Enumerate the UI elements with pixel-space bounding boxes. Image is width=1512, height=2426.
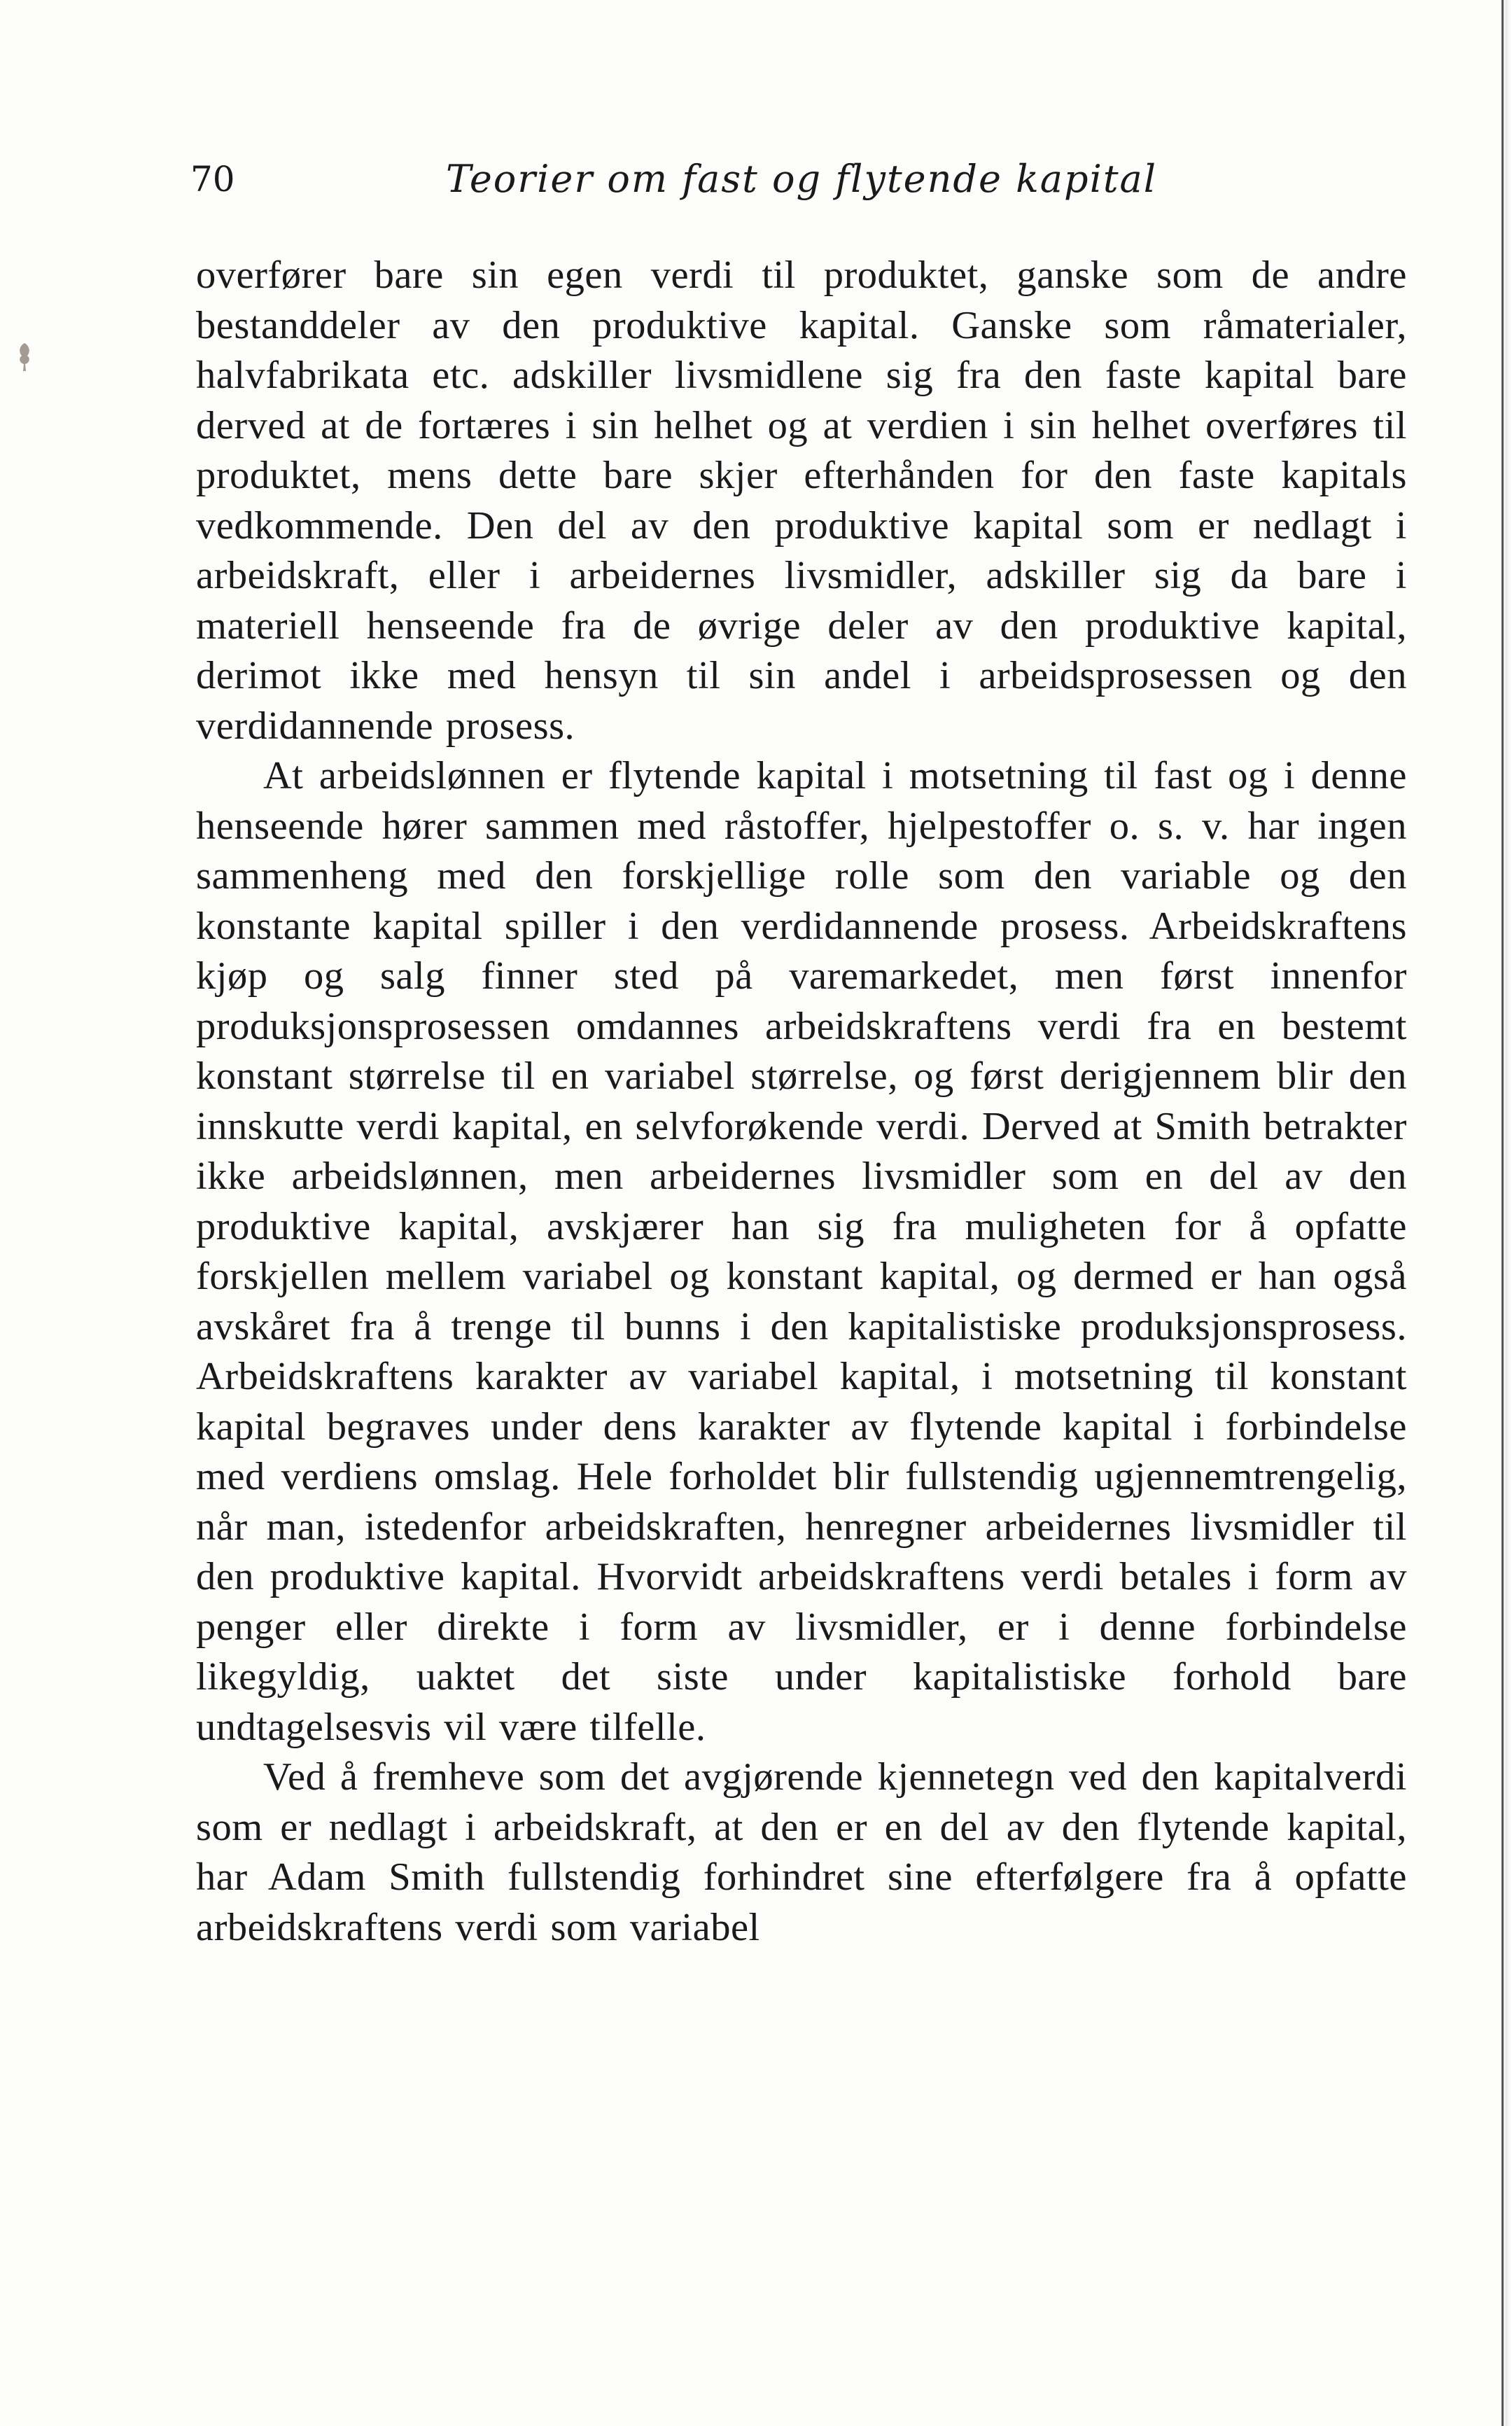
paragraph-3: Ved å fremheve som det avgjørende kjennetegn ved den kapitalverdi som er nedlagt i arbeidskraft, at den er en del av den flytende kapital, har Adam Smith fullstendig forhindret sine efterfølgere fra å opfatte arbeidskraftens verdi som variabel	[196, 1755, 1407, 1949]
page-number: 70	[190, 159, 235, 200]
page-edge-line	[1502, 0, 1504, 2426]
margin-ink-mark	[15, 342, 34, 372]
paragraph-2: At arbeidslønnen er flytende kapital i motsetning til fast og i denne henseende hører sammen med råstoffer, hjelpestoffer o. s. v. har ingen sammenheng med den forskjellige rolle som den variable og den konstante kapital spiller i den verdidannende prosess. Arbeidskraftens kjøp og salg finner sted på varemarkedet, men først innenfor produksjonsprosessen omdannes arbeidskraftens verdi fra en bestemt konstant størrelse til en variabel størrelse, og først derigjennem blir den innskutte verdi kapital, en selvforøkende verdi. Derved at Smith betrakter ikke arbeidslønnen, men arbeidernes livsmidler som en del av den produktive kapital, avskjærer han sig fra muligheten for å opfatte forskjellen mellem variabel og konstant kapital, og dermed er han også avskåret fra å trenge til bunns i den kapitalistiske produksjonsprosess. Arbeidskraftens karakter av variabel kapital, i motsetning til konstant kapital begraves under dens karakter av flytende kapital i forbindelse med verdiens omslag. Hele forholdet blir fullstendig ugjennemtrengelig, når man, istedenfor arbeidskraften, henregner arbeidernes livsmidler til den produktive kapital. Hvorvidt arbeidskraftens verdi betales i form av penger eller direkte i form av livsmidler, er i denne forbindelse likegyldig, uaktet det siste under kapitalistiske forhold bare undtagelsesvis vil være tilfelle.	[196, 754, 1407, 1749]
page-header	[190, 151, 1422, 207]
paragraph-1: overfører bare sin egen verdi til produktet, ganske som de andre bestanddeler av den produktive kapital. Ganske som råmaterialer, halvfabrikata etc. adskiller livsmidlene sig fra den faste kapital bare derved at de fortæres i sin helhet og at verdien i sin helhet overføres til produktet, mens dette bare skjer efterhånden for den faste kapitals vedkommende. Den del av den produktive kapital som er nedlagt i arbeidskraft, eller i arbeidernes livsmidler, adskiller sig da bare i materiell henseende fra de øvrige deler av den produktive kapital, derimot ikke med hensyn til sin andel i arbeidsprosessen og den verdidannende prosess.	[196, 253, 1407, 748]
running-title: Teorier om fast og flytende kapital	[446, 157, 1158, 201]
body-text	[196, 251, 1407, 1953]
page-edge-shadow	[1502, 0, 1512, 2426]
